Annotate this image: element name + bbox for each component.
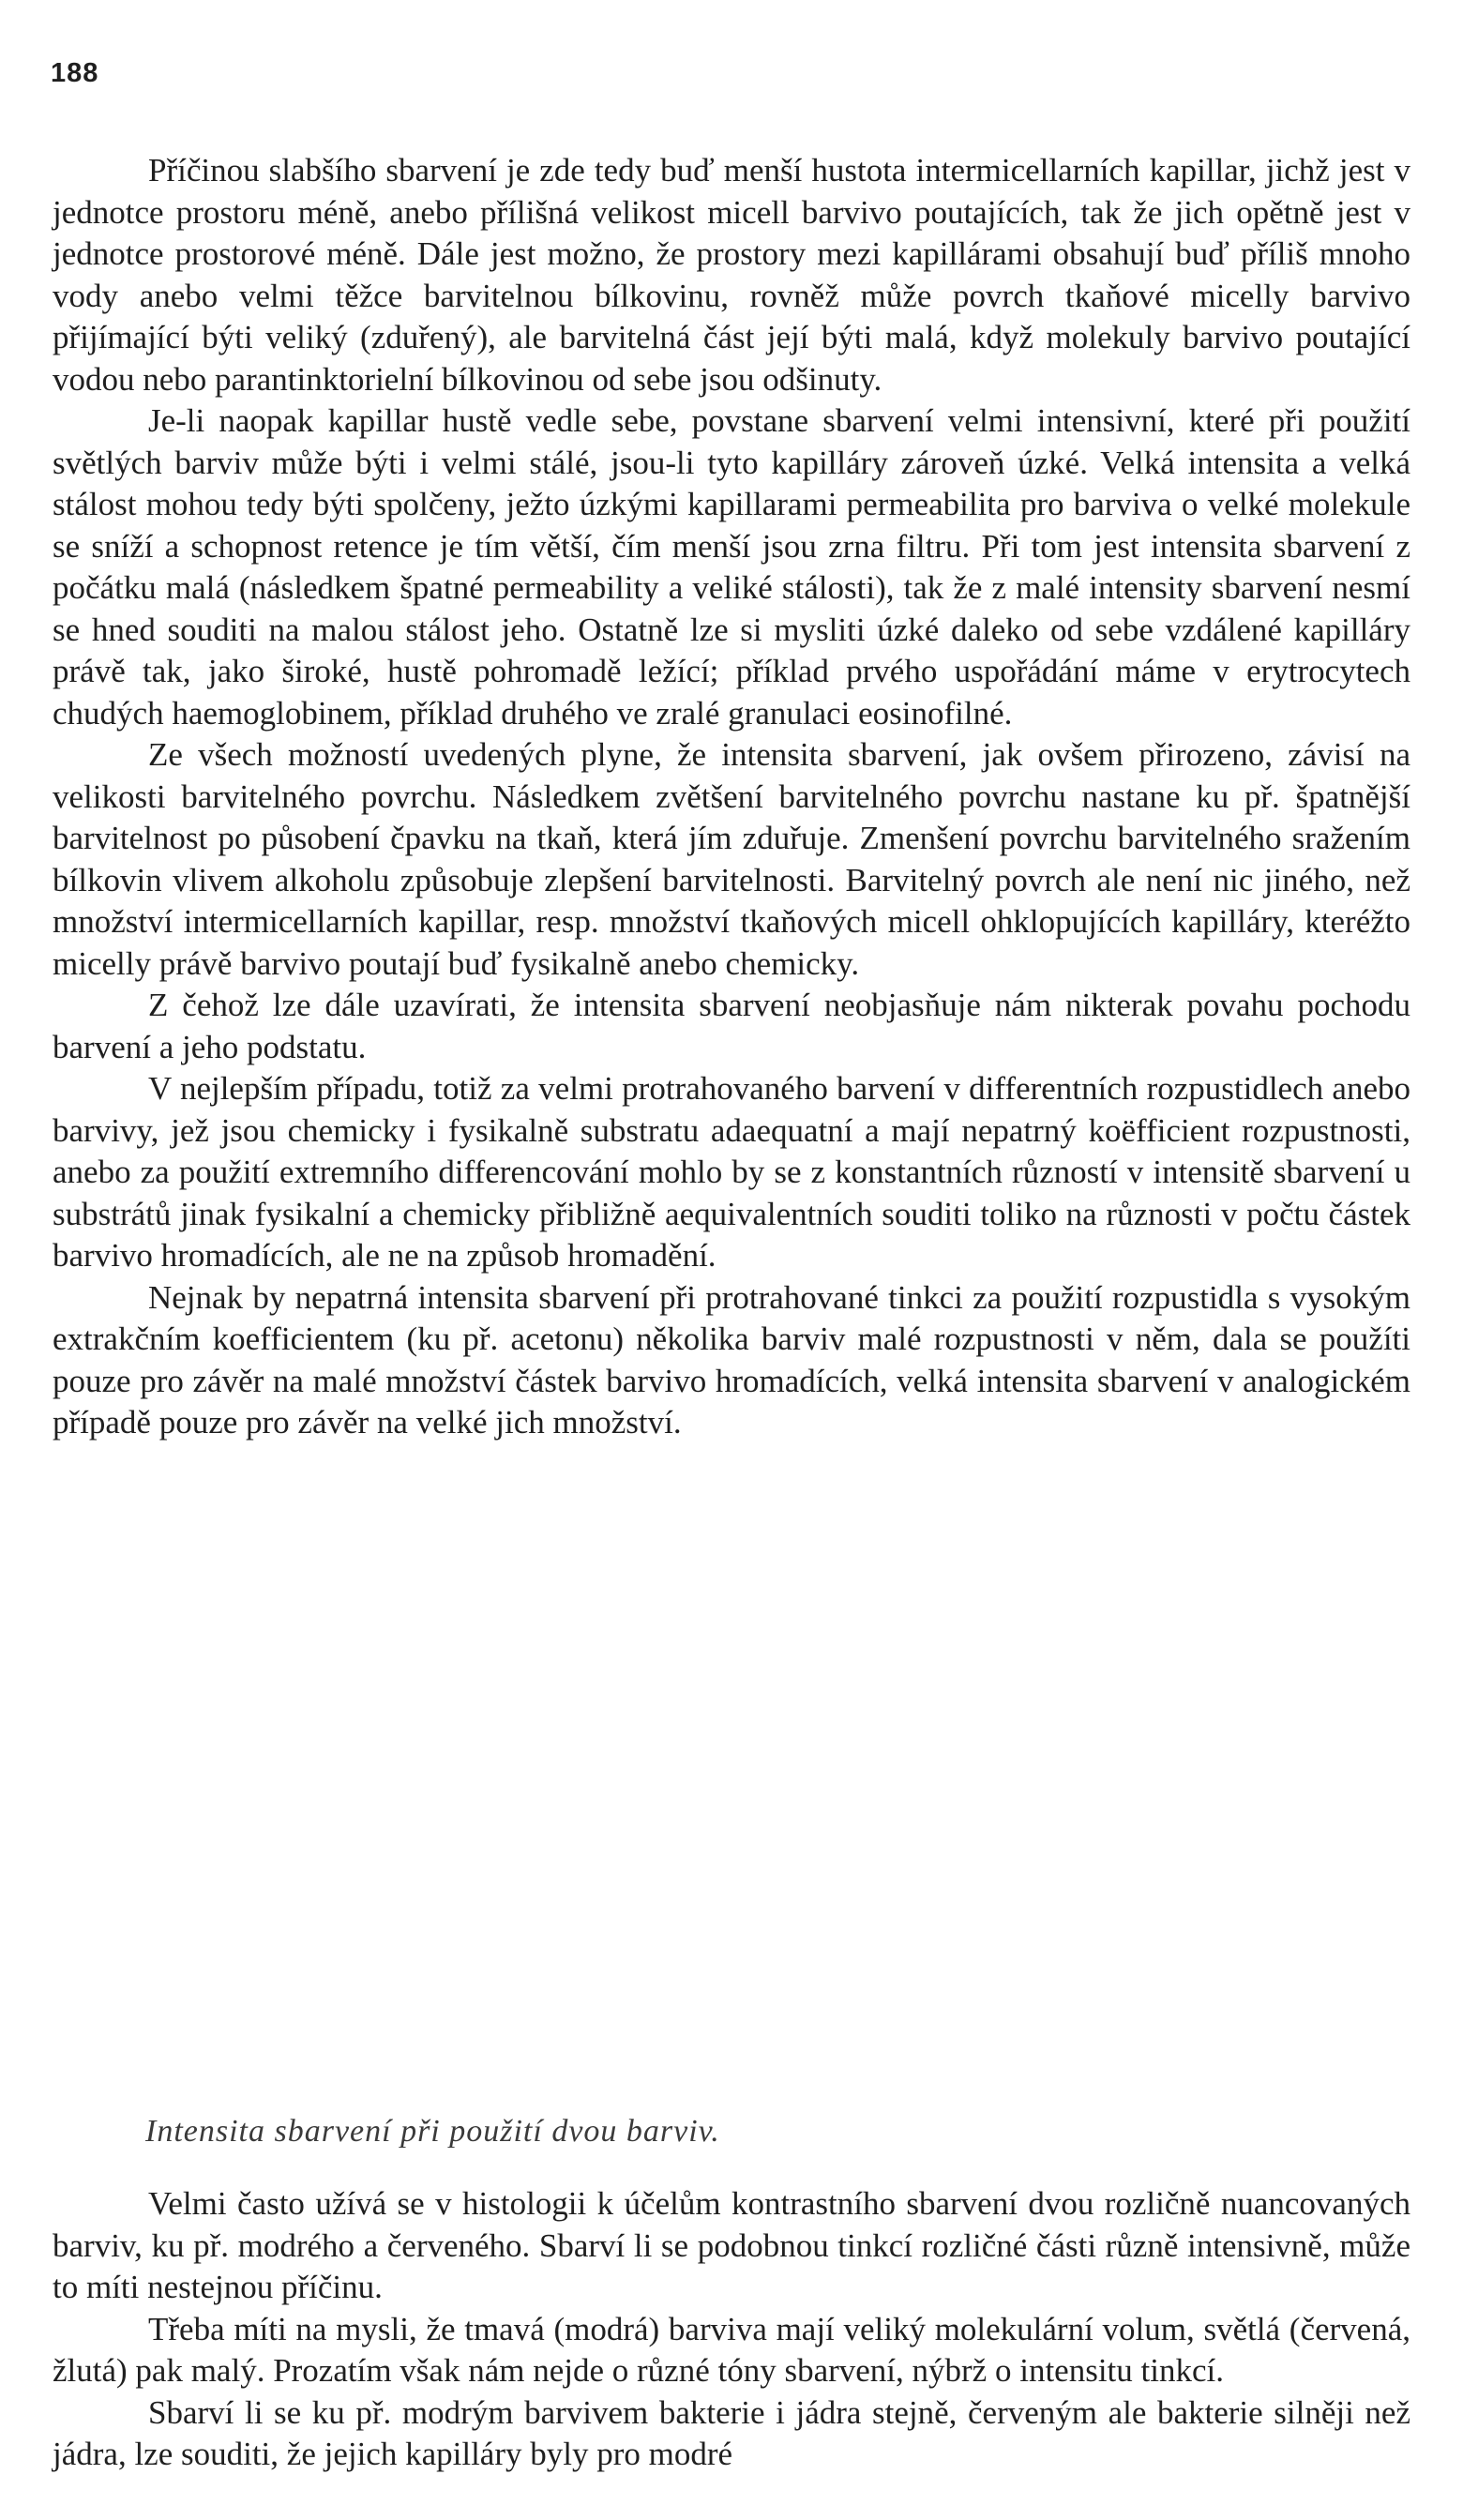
body-text	[53, 150, 1410, 1444]
paragraph: Ze všech možností uvedených plyne, že intensita sbarvení, jak ovšem přirozeno, závisí na velikosti barvitelného povrchu. Následkem zvětšení barvitelného povrchu nastane ku př. špatnější barvitelnost po působení čpavku na tkaň, která jím zduřuje. Zmenšení povrchu barvitelného sražením bílkovin vlivem alkoholu způsobuje zlepšení barvitelnosti. Barvitelný povrch ale není nic jiného, než množství intermicellarních kapillar, resp. množství tkaňových micell ohklopujících kapilláry, kteréžto micelly právě barvivo poutají buď fysikalně anebo chemicky.	[53, 736, 1410, 982]
paragraph: Sbarví li se ku př. modrým barvivem bakterie i jádra stejně, červeným ale bakterie silněji než jádra, lze souditi, že jejich kapilláry byly pro modré	[53, 2393, 1410, 2472]
section-heading: Intensita sbarvení při použití dvou barviv.	[145, 2114, 720, 2149]
paragraph: Příčinou slabšího sbarvení je zde tedy buď menší hustota intermicellarních kapillar, jichž jest v jednotce prostoru méně, anebo přílišná velikost micell barvivo poutajících, tak že jich opětně jest v jednotce prostorové méně. Dále jest možno, že prostory mezi kapillárami obsahují buď příliš mnoho vody anebo velmi těžce barvitelnou bílkovinu, rovněž může povrch tkaňové micelly barvivo přijímající býti veliký (zduřený), ale barvitelná část její býti malá, když molekuly barvivo poutající vodou nebo parantinktorielní bílkovinou od sebe jsou odšinuty.	[53, 152, 1410, 398]
paragraph: Třeba míti na mysli, že tmavá (modrá) barviva mají veliký molekulární volum, světlá (červená, žlutá) pak malý. Prozatím však nám nejde o různé tóny sbarvení, nýbrž o intensitu tinkcí.	[53, 2310, 1410, 2389]
paragraph: Nejnak by nepatrná intensita sbarvení při protrahované tinkci za použití rozpustidla s vysokým extrakčním koefficientem (ku př. acetonu) několika barviv malé rozpustnosti v něm, dala se použíti pouze pro závěr na malé množství částek barvivo hromadících, velká intensita sbarvení v analogickém případě pouze pro závěr na velké jich množství.	[53, 1278, 1410, 1441]
page-number: 188	[51, 58, 99, 88]
paragraph: V nejlepším případu, totiž za velmi protrahovaného barvení v differentních rozpustidlech anebo barvivy, jež jsou chemicky i fysikalně substratu adaequatní a mají nepatrný koëfficient rozpustnosti, anebo za použití extremního differencování mohlo by se z konstantních růzností v intensitě sbarvení u substrátů jinak fysikalní a chemicky přibližně aequivalentních souditi toliko na různosti v počtu částek barvivo hromadících, ale ne na způsob hromadění.	[53, 1070, 1410, 1274]
paragraph: Z čehož lze dále uzavírati, že intensita sbarvení neobjasňuje nám nikterak povahu pochodu barvení a jeho podstatu.	[53, 987, 1410, 1065]
paragraph: Je-li naopak kapillar hustě vedle sebe, povstane sbarvení velmi intensivní, které při použití světlých barviv může býti i velmi stálé, jsou-li tyto kapilláry zároveň úzké. Velká intensita a velká stálost mohou tedy býti spolčeny, ježto úzkými kapillarami permeabilita pro barviva o velké molekule se sníží a schopnost retence je tím větší, čím menší jsou zrna filtru. Při tom jest intensita sbarvení z počátku malá (následkem špatné permeability a veliké stálosti), tak že z malé intensity sbarvení nesmí se hned souditi na malou stálost jeho. Ostatně lze si mysliti úzké daleko od sebe vzdálené kapilláry právě tak, jako široké, hustě pohromadě ležící; příklad prvého uspořádání máme v erytrocytech chudých haemoglobinem, příklad druhého ve zralé granulaci eosinofilné.	[53, 402, 1410, 732]
section-body-text	[53, 2183, 1410, 2476]
paragraph: Velmi často užívá se v histologii k účelům kontrastního sbarvení dvou rozličně nuancovaných barviv, ku př. modrého a červeného. Sbarví li se podobnou tinkcí rozličné části různě intensivně, může to míti nestejnou příčinu.	[53, 2185, 1410, 2305]
